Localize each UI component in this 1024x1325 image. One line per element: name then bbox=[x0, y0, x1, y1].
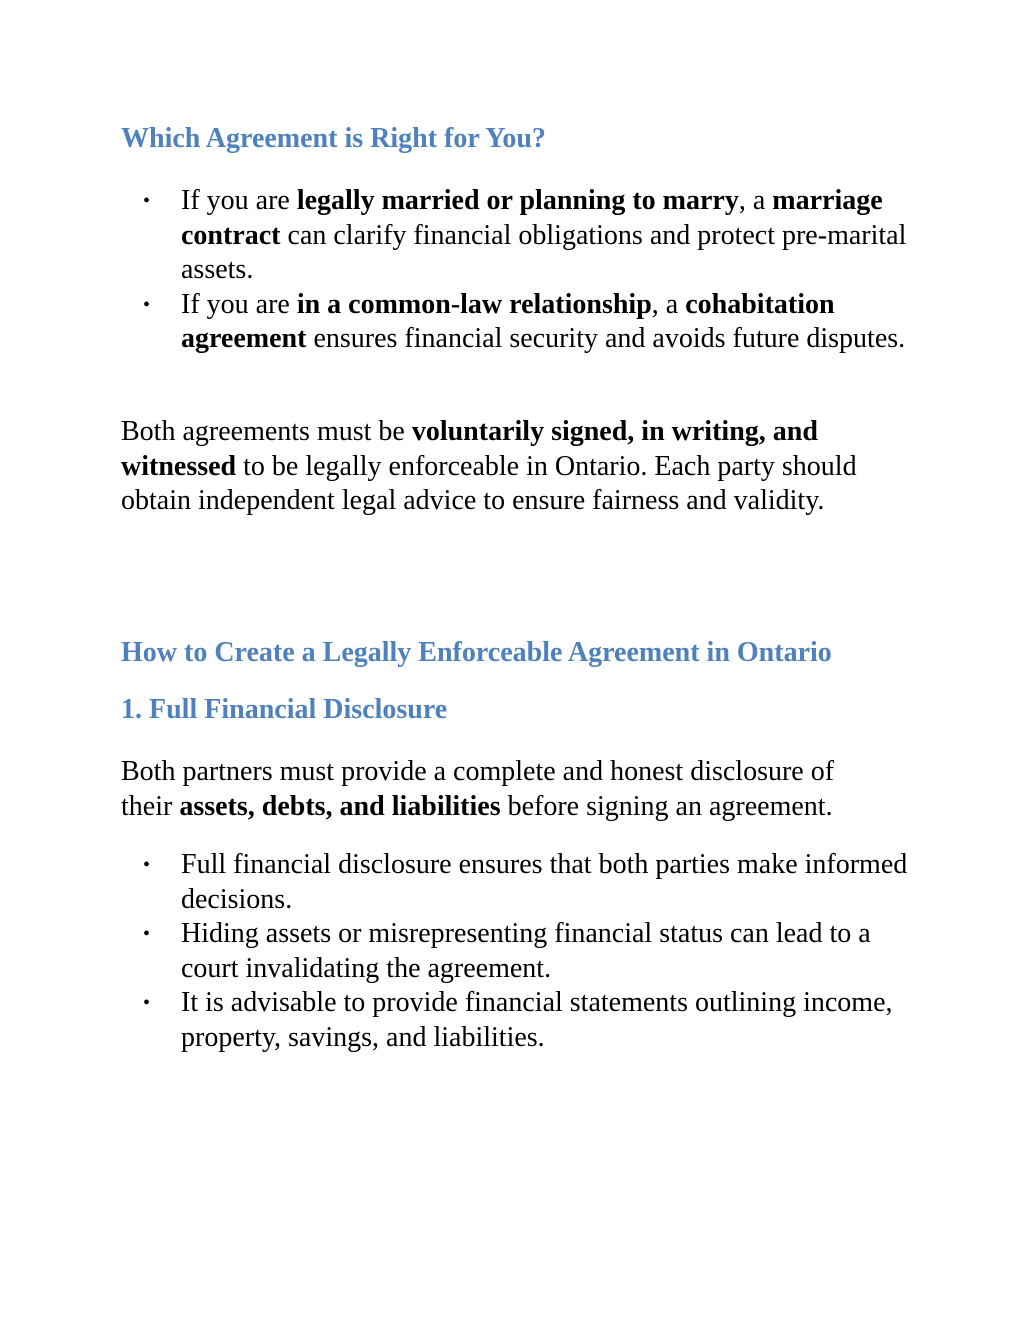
list-item: • Hiding assets or misrepresenting financial status can lead to a court invalidating the agreement. bbox=[143, 918, 871, 984]
heading-which-agreement: Which Agreement is Right for You? bbox=[121, 123, 546, 154]
bold-text: in a common-law relationship bbox=[296, 288, 652, 320]
disclosure-paragraph: Both partners must provide a complete and honest disclosure of their assets, debts, and liabilities before signing an agreement. bbox=[121, 756, 835, 822]
bullet-icon: • bbox=[143, 923, 151, 945]
bullet-icon: • bbox=[143, 190, 151, 212]
disclosure-points-list bbox=[121, 848, 911, 1055]
bullet-icon: • bbox=[143, 854, 151, 876]
heading-how-to-create: How to Create a Legally Enforceable Agreement in Ontario bbox=[121, 637, 832, 668]
bullet-icon: • bbox=[143, 992, 151, 1014]
list-item: • If you are in a common-law relationship, a cohabitation agreement ensures financial security and avoids future disputes. bbox=[143, 288, 906, 354]
enforceability-paragraph: Both agreements must be voluntarily signed, in writing, and witnessed to be legally enforceable in Ontario. Each party should obtain independent legal advice to ensure fairness and validity. bbox=[121, 416, 857, 516]
list-item: • If you are legally married or planning to marry, a marriage contract can clarify financial obligations and protect pre-marital assets. bbox=[143, 185, 907, 285]
list-item: • It is advisable to provide financial statements outlining income, property, savings, and liabilities. bbox=[143, 987, 893, 1053]
agreement-options-list bbox=[121, 184, 911, 357]
bold-text: legally married or planning to marry bbox=[296, 185, 739, 216]
bold-text: assets, debts, and liabilities bbox=[179, 790, 501, 822]
bold-text: marriage contract bbox=[181, 185, 883, 251]
bold-text: cohabitation agreement bbox=[181, 288, 835, 354]
subheading-full-financial-disclosure: 1. Full Financial Disclosure bbox=[121, 694, 448, 725]
bold-text: voluntarily signed, in writing, and witnessed bbox=[121, 416, 818, 482]
bullet-icon: • bbox=[143, 293, 151, 316]
list-item: • Full financial disclosure ensures that both parties make informed decisions. bbox=[143, 849, 908, 915]
